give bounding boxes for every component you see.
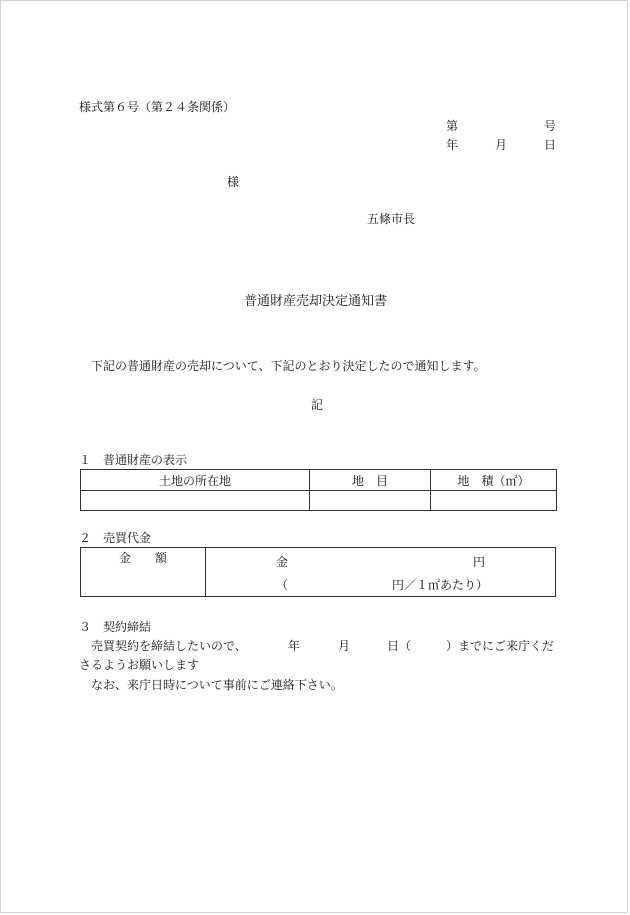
contract-year: 年 [288, 639, 301, 653]
doc-number-suffix: 号 [544, 119, 557, 133]
kin-label: 金 [276, 555, 289, 569]
cell-land-area [431, 491, 557, 511]
form-number: 様式第６号（第２４条関係） [79, 100, 236, 114]
cell-land-category [310, 491, 431, 511]
section2-heading: ２ 売買代金 [79, 531, 152, 545]
contract-text-line3: なお、来庁日時について事前にご連絡下さい。 [91, 678, 343, 692]
cell-location [81, 491, 310, 511]
date-year: 年 [446, 138, 459, 152]
document-title: 普通財産売却決定通知書 [244, 294, 388, 309]
ki-label: 記 [311, 398, 324, 412]
contract-text-a: 売買契約を締結したいので、 [91, 639, 247, 653]
section1-heading: １ 普通財産の表示 [79, 453, 188, 467]
doc-number-prefix: 第 [446, 119, 459, 133]
unit-price-open: （ [276, 578, 289, 592]
header-land-category: 地 目 [310, 470, 431, 491]
yen-label: 円 [473, 555, 486, 569]
addressee-suffix: 様 [227, 175, 240, 189]
section3-heading: ３ 契約締結 [79, 620, 152, 634]
price-box-divider [205, 548, 206, 596]
amount-label: 金 額 [119, 551, 168, 565]
date-month: 月 [495, 138, 508, 152]
header-location: 土地の所在地 [81, 470, 310, 491]
date-day: 日 [544, 138, 557, 152]
contract-text-line2: さるようお願いします [79, 658, 200, 672]
unit-price-label: 円／１㎡あたり） [392, 578, 489, 592]
header-land-area: 地 積（㎡） [431, 470, 557, 491]
intro-text: 下記の普通財産の売却について、下記のとおり決定したので通知します。 [91, 359, 486, 373]
contract-month: 月 [338, 639, 351, 653]
property-table [80, 469, 557, 511]
contract-text-b: ）までにご来庁くだ [446, 639, 555, 653]
contract-day: 日（ [387, 639, 412, 653]
sender-name: 五條市長 [367, 212, 416, 226]
